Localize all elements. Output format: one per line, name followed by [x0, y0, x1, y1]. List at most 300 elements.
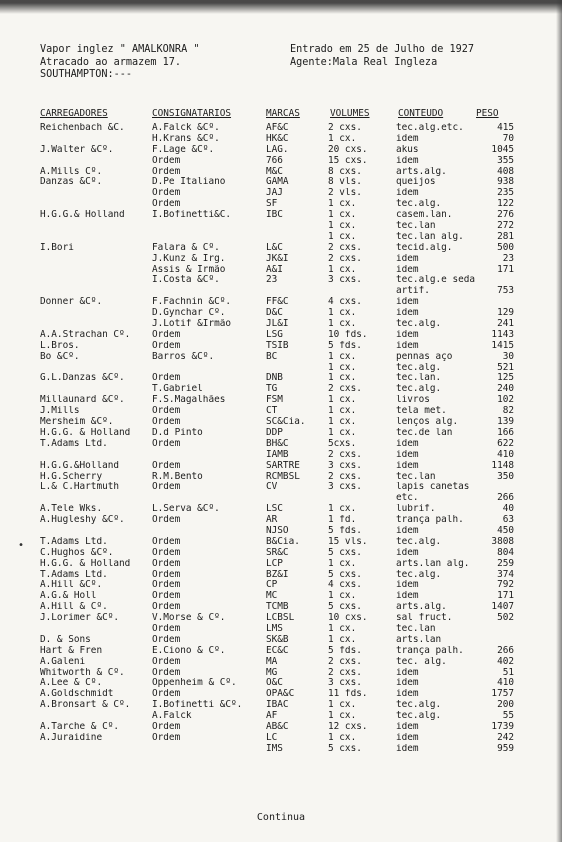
table-row [40, 199, 514, 210]
cell-consignatario: V.Morse & Cº. [152, 613, 226, 624]
cell-peso: 63 [502, 515, 514, 526]
cell-marca: BZ&I [266, 569, 289, 580]
table-row [40, 449, 514, 461]
cell-volumes: 1 cx. [328, 700, 357, 711]
cell-marca: JK&I [266, 253, 289, 264]
cell-consignatario: Ordem [152, 155, 181, 166]
cell-peso: 450 [497, 525, 514, 536]
table-row [40, 635, 510, 646]
col-header-peso: PESO [476, 108, 499, 119]
cell-peso: 1045 [491, 144, 514, 155]
cell-consignatario: H.Krans &Cº. [152, 133, 220, 144]
cell-conteudo: tec.alg. [396, 319, 442, 330]
cell-conteudo: tec.alg. [396, 536, 442, 547]
table-row [40, 678, 514, 689]
cell-conteudo: idem [396, 667, 419, 678]
cell-conteudo: queijos [396, 177, 436, 188]
cell-consignatario: Ordem [152, 721, 181, 732]
cell-conteudo: trança palh. [396, 645, 464, 656]
cell-consignatario: Ordem [152, 623, 181, 634]
cell-marca: SF [266, 199, 278, 210]
cell-peso: 521 [497, 362, 514, 373]
cell-conteudo: idem [396, 732, 419, 743]
cell-volumes: 1 cx. [328, 591, 357, 602]
cell-carregador: A.G.& Holl [40, 591, 97, 602]
cell-peso: 166 [497, 427, 514, 438]
cell-marca: TG [266, 384, 278, 395]
cell-conteudo: tela met. [396, 406, 447, 417]
cell-volumes: 2 cxs. [328, 242, 362, 253]
cell-carregador: Mersheim &Cº. [40, 417, 114, 428]
cell-peso: 374 [497, 569, 514, 580]
cell-carregador: H.G.Scherry [40, 471, 103, 482]
cell-peso: 1415 [491, 340, 514, 351]
cell-volumes: 4 cxs. [328, 297, 362, 308]
header-left-text: Atracado ao armazem 17. [40, 56, 182, 68]
cell-peso: 51 [502, 667, 514, 678]
cell-conteudo: idem [396, 678, 419, 689]
cell-carregador: J.Walter &Cº. [40, 144, 114, 155]
scan-top-edge [0, 0, 562, 14]
cell-volumes: 1 cx. [328, 634, 357, 645]
cell-volumes: 1 cx. [328, 395, 357, 406]
cell-volumes: 1 cx. [328, 417, 357, 428]
cell-marca: M&C [266, 166, 283, 177]
cell-conteudo: arts.alg. [396, 166, 447, 177]
header-right-text: Agente:Mala Real Ingleza [290, 56, 438, 68]
table-row [40, 340, 514, 352]
cell-conteudo: idem [396, 329, 419, 340]
cell-conteudo: idem [396, 580, 419, 591]
table-row [40, 656, 514, 668]
cell-consignatario: D.Pe Italiano [152, 177, 226, 188]
cell-conteudo: lenços alg. [396, 417, 459, 428]
cell-conteudo: lubrif. [396, 504, 436, 515]
table-row [40, 231, 514, 243]
table-row [40, 297, 510, 308]
cell-marca: IAMB [266, 449, 289, 460]
cell-carregador: Reichenbach &C. [40, 123, 125, 133]
table-row [40, 547, 514, 559]
cell-carregador: L.& C.Hartmuth [40, 482, 120, 493]
cell-carregador: Millaunard &Cº. [40, 395, 125, 406]
cell-carregador: A.Mills Cº. [40, 166, 103, 177]
cell-marca: TSIB [266, 340, 289, 351]
cell-marca: LCBSL [266, 613, 295, 624]
cell-volumes: 3 cxs. [328, 460, 362, 471]
table-row [40, 351, 514, 363]
table-row [40, 645, 514, 657]
cell-volumes: 8 vls. [328, 177, 362, 188]
cell-consignatario: Ordem [152, 656, 181, 667]
cell-peso: 500 [497, 242, 514, 253]
cell-carregador: A.Juraidine [40, 732, 103, 743]
table-row [40, 667, 514, 679]
table-row [40, 406, 514, 417]
cell-volumes: 4 cxs. [328, 580, 362, 591]
cell-carregador: T.Adams Ltd. [40, 438, 108, 449]
cell-peso: 241 [497, 319, 514, 330]
cell-volumes: 2 cxs. [328, 123, 362, 133]
table-row [40, 743, 514, 755]
cell-volumes: 2 cxs. [328, 384, 362, 395]
cell-carregador: A.Hill &Cº. [40, 580, 103, 591]
cell-carregador: Danzas &Cº. [40, 177, 103, 188]
cell-conteudo: idem [396, 547, 419, 558]
cell-peso: 1757 [491, 689, 514, 700]
manifest-table [40, 123, 514, 755]
cell-consignatario: Assis & Irmão [152, 264, 226, 275]
cell-carregador: H.G.G. & Holland [40, 558, 131, 569]
table-row [40, 525, 514, 537]
cell-carregador: Whitworth & Cº. [40, 667, 125, 678]
cell-consignatario: Ordem [152, 329, 181, 340]
cell-carregador: A.Bronsart & Cº. [40, 700, 131, 711]
table-row [40, 711, 514, 722]
cell-consignatario: Ordem [152, 373, 181, 384]
table-row [40, 123, 514, 134]
cell-volumes: 5 fds. [328, 340, 362, 351]
cell-consignatario: Ordem [152, 460, 181, 471]
cell-marca: CT [266, 406, 278, 417]
cell-volumes: 5cxs. [328, 438, 357, 449]
cell-conteudo: etc. [396, 493, 419, 504]
cell-volumes: 2 cxs. [328, 667, 362, 678]
cell-peso: 266 [497, 645, 514, 656]
cell-marca: JL&I [266, 319, 289, 330]
cell-consignatario: Ordem [152, 188, 181, 199]
cell-volumes: 3 cxs. [328, 678, 362, 689]
cell-marca: AF&C [266, 123, 289, 133]
cell-consignatario: Ordem [152, 340, 181, 351]
cell-conteudo: idem [396, 308, 419, 319]
cell-marca: SC&Cia. [266, 417, 306, 428]
cell-conteudo: idem [396, 721, 419, 732]
cell-peso: 1143 [491, 329, 514, 340]
footer-continua: Continua [256, 812, 306, 823]
header-left-text: Vapor inglez " AMALKONRA " [40, 44, 200, 55]
cell-consignatario: Ordem [152, 591, 181, 602]
cell-marca: DDP [266, 427, 283, 438]
cell-carregador: J.Mills [40, 406, 80, 417]
cell-consignatario: A.Falck [152, 711, 192, 722]
table-row [40, 362, 514, 374]
cell-marca: HK&C [266, 133, 289, 144]
cell-marca: A&I [266, 264, 283, 275]
table-row [40, 602, 514, 613]
cell-volumes: 5 fds. [328, 525, 362, 536]
cell-peso: 240 [497, 384, 514, 395]
cell-peso: 70 [502, 133, 514, 144]
table-row [40, 504, 514, 515]
cell-peso: 55 [502, 711, 514, 722]
table-row [40, 264, 514, 276]
cell-marca: MA [266, 656, 278, 667]
cell-carregador: A.Lee & Cº. [40, 678, 103, 689]
cell-volumes: 5 fds. [328, 645, 362, 656]
cell-carregador: H.G.G. & Holland [40, 427, 131, 438]
cell-consignatario: F.S.Magalhães [152, 395, 226, 406]
cell-marca: RCMBSL [266, 471, 300, 482]
table-row [40, 395, 514, 406]
cell-consignatario: A.Falck &Cº. [152, 123, 220, 133]
cell-marca: IMS [266, 743, 283, 754]
cell-marca: DNB [266, 373, 283, 384]
cell-volumes: 1 cx. [328, 623, 357, 634]
table-row [40, 155, 514, 167]
cell-volumes: 12 cxs. [328, 721, 368, 732]
col-header-volumes: VOLUMES [330, 108, 370, 119]
cell-consignatario: Ordem [152, 634, 181, 645]
table-row [40, 242, 514, 254]
cell-marca: SK&B [266, 634, 289, 645]
cell-consignatario: Ordem [152, 732, 181, 743]
table-row [40, 221, 514, 232]
cell-conteudo: idem [396, 155, 419, 166]
cell-marca: NJSO [266, 525, 289, 536]
cell-volumes: 8 cxs. [328, 166, 362, 177]
cell-carregador: A.Galeni [40, 656, 86, 667]
table-row [40, 210, 514, 221]
cell-peso: 171 [497, 264, 514, 275]
cell-consignatario: Ordem [152, 667, 181, 678]
cell-peso: 1148 [491, 460, 514, 471]
cell-conteudo: idem [396, 340, 419, 351]
cell-volumes: 1 fd. [328, 515, 357, 526]
cell-volumes: 3 cxs. [328, 482, 362, 493]
cell-volumes: 1 cx. [328, 406, 357, 417]
cell-conteudo: tec.alg. [396, 700, 442, 711]
cell-peso: 410 [497, 449, 514, 460]
table-row [40, 558, 514, 570]
table-row [40, 144, 514, 156]
cell-marca: MG [266, 667, 278, 678]
manifest-header [40, 44, 510, 82]
table-row [40, 624, 510, 635]
cell-volumes: 1 cx. [328, 199, 357, 210]
cell-consignatario: F.Fachnin &Cº. [152, 297, 232, 308]
cell-marca: AF [266, 711, 278, 722]
cell-peso: 139 [497, 417, 514, 428]
table-row [40, 569, 514, 581]
cell-marca: L&C [266, 242, 283, 253]
cell-conteudo: artif. [396, 286, 430, 297]
table-row [40, 253, 514, 265]
table-row [40, 493, 514, 504]
cell-consignatario: Ordem [152, 406, 181, 417]
cell-consignatario: Ordem [152, 547, 181, 558]
cell-peso: 281 [497, 231, 514, 242]
cell-peso: 125 [497, 373, 514, 384]
cell-conteudo: idem [396, 188, 419, 199]
cell-marca: O&C [266, 678, 283, 689]
cell-volumes: 5 cxs. [328, 743, 362, 754]
cell-conteudo: casem.lan. [396, 210, 453, 221]
cell-conteudo: arts.alg. [396, 602, 447, 613]
cell-peso: 1407 [491, 602, 514, 613]
cell-peso: 792 [497, 580, 514, 591]
cell-marca: IBC [266, 210, 283, 221]
cell-conteudo: tec. alg. [396, 656, 447, 667]
cell-consignatario: T.Gabriel [152, 384, 203, 395]
cell-peso: 622 [497, 438, 514, 449]
col-header-marcas: MARCAS [266, 108, 300, 119]
cell-volumes: 10 fds. [328, 329, 368, 340]
cell-consignatario: Ordem [152, 536, 181, 547]
cell-conteudo: arts.lan [396, 634, 442, 645]
cell-peso: 410 [497, 678, 514, 689]
cell-conteudo: arts.lan alg. [396, 558, 470, 569]
cell-consignatario: E.Ciono & Cº. [152, 645, 226, 656]
cell-volumes: 2 cxs. [328, 449, 362, 460]
cell-marca: LAG. [266, 144, 289, 155]
cell-conteudo: livros [396, 395, 430, 406]
table-row [40, 591, 514, 602]
cell-conteudo: idem [396, 460, 419, 471]
cell-volumes: 1 cx. [328, 264, 357, 275]
cell-marca: BC [266, 351, 278, 362]
cell-consignatario: Ordem [152, 199, 181, 210]
cell-volumes: 10 cxs. [328, 613, 368, 624]
cell-consignatario: Ordem [152, 689, 181, 700]
cell-carregador: A.A.Strachan Cº. [40, 329, 131, 340]
cell-marca: TCMB [266, 602, 289, 613]
cell-volumes: 1 cx. [328, 210, 357, 221]
cell-conteudo: tecid.alg. [396, 242, 453, 253]
table-row [40, 536, 514, 548]
table-row [40, 732, 514, 744]
cell-consignatario: Ordem [152, 558, 181, 569]
cell-volumes: 1 cx. [328, 308, 357, 319]
cell-conteudo: idem [396, 133, 419, 144]
cell-volumes: 5 cxs. [328, 569, 362, 580]
cell-volumes: 1 cx. [328, 732, 357, 743]
cell-carregador: J.Lorimer &Cº. [40, 613, 120, 624]
header-line [40, 69, 510, 82]
cell-volumes: 2 cxs. [328, 471, 362, 482]
cell-peso: 355 [497, 155, 514, 166]
cell-peso: 408 [497, 166, 514, 177]
cell-marca: SR&C [266, 547, 289, 558]
cell-marca: EC&C [266, 645, 289, 656]
cell-volumes: 15 vls. [328, 536, 368, 547]
cell-peso: 276 [497, 210, 514, 221]
cell-conteudo: trança palh. [396, 515, 464, 526]
table-row [40, 721, 514, 733]
cell-peso: 272 [497, 221, 514, 232]
cell-volumes: 2 vls. [328, 188, 362, 199]
cell-peso: 753 [497, 286, 514, 297]
header-line [40, 44, 510, 57]
table-row [40, 373, 514, 384]
cell-conteudo: idem [396, 743, 419, 754]
cell-peso: 1739 [491, 721, 514, 732]
cell-peso: 82 [502, 406, 514, 417]
cell-marca: D&C [266, 308, 283, 319]
header-left-text: SOUTHAMPTON:--- [40, 69, 133, 80]
cell-marca: FSM [266, 395, 283, 406]
column-headers [40, 108, 510, 122]
cell-peso: 959 [497, 743, 514, 754]
cell-carregador: L.Bros. [40, 340, 80, 351]
table-row [40, 460, 514, 472]
cell-consignatario: D.Gynchar Cº. [152, 308, 226, 319]
cell-carregador: A.Goldschmidt [40, 689, 114, 700]
cell-carregador: D. & Sons [40, 634, 91, 645]
cell-peso: 171 [497, 591, 514, 602]
cell-consignatario: Ordem [152, 602, 181, 613]
table-row [40, 329, 514, 341]
cell-peso: 102 [497, 395, 514, 406]
cell-marca: AR [266, 515, 278, 526]
cell-conteudo: tec.alg. [396, 199, 442, 210]
cell-peso: 129 [497, 308, 514, 319]
cell-conteudo: tec.lan [396, 221, 436, 232]
cell-marca: 23 [266, 275, 278, 286]
cell-conteudo: tec.lan. [396, 373, 442, 384]
cell-volumes: 1 cx. [328, 558, 357, 569]
cell-conteudo: idem [396, 438, 419, 449]
cell-volumes: 5 cxs. [328, 547, 362, 558]
cell-carregador: Hart & Fren [40, 645, 103, 656]
cell-marca: LC [266, 732, 278, 743]
cell-consignatario: L.Serva &Cº. [152, 504, 220, 515]
table-row [40, 177, 514, 188]
cell-conteudo: tec.alg. [396, 384, 442, 395]
cell-consignatario: Ordem [152, 438, 181, 449]
cell-volumes: 1 cx. [328, 427, 357, 438]
cell-peso: 415 [497, 123, 514, 133]
cell-marca: SARTRE [266, 460, 300, 471]
cell-marca: LSC [266, 504, 283, 515]
cell-peso: 350 [497, 471, 514, 482]
cell-peso: 23 [502, 253, 514, 264]
table-row [40, 417, 514, 428]
cell-consignatario: Ordem [152, 166, 181, 177]
table-row [40, 319, 514, 330]
cell-volumes: 1 cx. [328, 319, 357, 330]
cell-volumes: 1 cx. [328, 373, 357, 384]
table-row [40, 384, 514, 395]
table-row [40, 308, 514, 319]
table-row [40, 427, 514, 439]
cell-peso: 200 [497, 700, 514, 711]
table-row [40, 471, 514, 483]
cell-carregador: Bo &Cº. [40, 351, 80, 362]
table-row [40, 689, 514, 700]
cell-peso: 259 [497, 558, 514, 569]
cell-consignatario: I.Bofinetti &Cº. [152, 700, 243, 711]
cell-volumes: 1 cx. [328, 711, 357, 722]
cell-volumes: 1 cx. [328, 504, 357, 515]
cell-volumes: 3 cxs. [328, 275, 362, 286]
table-row [40, 275, 510, 286]
margin-mark: • [18, 540, 25, 551]
cell-marca: FF&C [266, 297, 289, 308]
cell-carregador: T.Adams Ltd. [40, 569, 108, 580]
table-row [40, 166, 514, 178]
cell-peso: 235 [497, 188, 514, 199]
cell-peso: 30 [502, 351, 514, 362]
cell-carregador: H.G.G.& Holland [40, 210, 125, 221]
cell-marca: GAMA [266, 177, 289, 188]
cell-conteudo: idem [396, 253, 419, 264]
cell-consignatario: D.d Pinto [152, 427, 203, 438]
cell-volumes: 2 cxs. [328, 253, 362, 264]
cell-volumes: 5 cxs. [328, 602, 362, 613]
header-right-text: Entrado em 25 de Julho de 1927 [290, 44, 475, 55]
cell-marca: CV [266, 482, 278, 493]
